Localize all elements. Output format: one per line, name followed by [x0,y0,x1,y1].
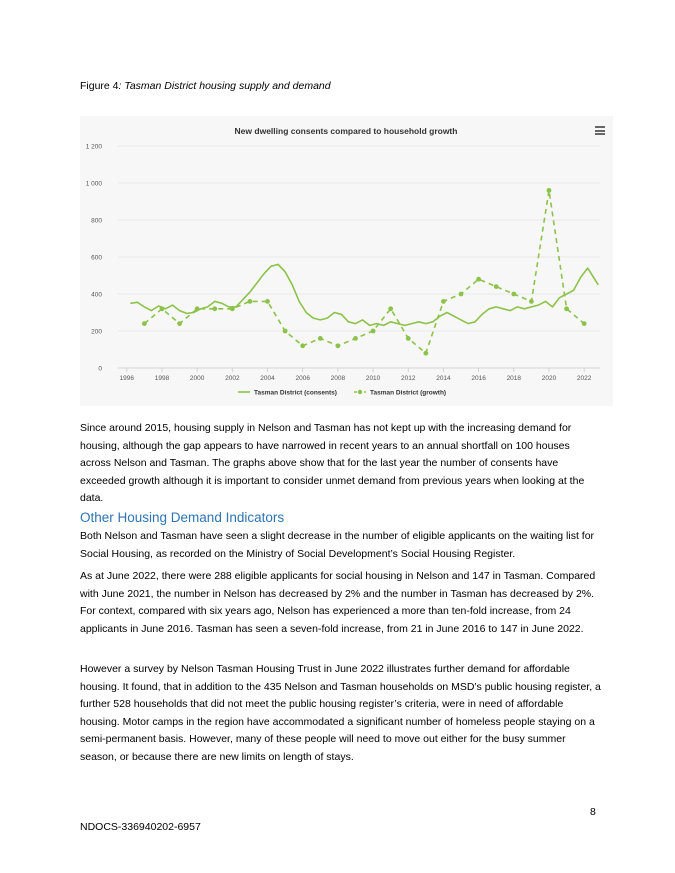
legend-item: Tasman District (consents) [254,389,337,397]
data-point [529,299,534,304]
data-point [142,321,147,326]
section-heading: Other Housing Demand Indicators [80,510,285,525]
x-tick-label: 1996 [119,375,135,382]
data-point [423,351,428,356]
paragraph-social-housing: Both Nelson and Tasman have seen a slight decrease in the number of eligible applicants on the waiting list for Social Housing, as recorded on the Ministry of Social Development’s Social Housing Register. [80,530,595,560]
paragraph-applicants: As at June 2022, there were 288 eligible applicants for social housing in Nelson and 147 in Tasman. Compared with June 2021, the number in Nelson has decreased by 2% and the number in Tasman has decreased by 2%. For context, compared with six years ago, Nelson has experienced a more than ten-fold increase, from 24 applicants in June 2016. Tasman has seen a seven-fold increase, from 21 in June 2016 to 147 in June 2022. [80,570,596,635]
data-point [353,336,358,341]
data-point [318,336,323,341]
figure-title: : Tasman District housing supply and demand [118,80,331,92]
data-point [160,306,165,311]
chart-menu-icon[interactable] [595,126,605,135]
y-tick-label: 600 [91,254,102,262]
x-tick-label: 2004 [260,375,275,382]
document-id: NDOCS-336940202-6957 [80,821,201,833]
data-point [388,306,393,311]
line-chart [80,116,613,406]
series-line-consents [130,264,598,325]
y-tick-label: 800 [91,217,102,225]
data-point [248,299,253,304]
chart-container [80,116,613,406]
data-point [406,336,411,341]
data-point [564,306,569,311]
data-point [283,329,288,334]
data-point [511,292,516,297]
x-tick-label: 2008 [330,375,346,382]
series-line-growth [144,190,584,353]
data-point [371,329,376,334]
data-point [441,299,446,304]
y-tick-label: 1 200 [85,143,102,151]
chart-title: New dwelling consents compared to household growth [234,126,458,136]
x-tick-label: 2002 [225,375,240,382]
x-tick-label: 2010 [365,375,381,382]
x-tick-label: 2012 [401,375,416,382]
x-tick-label: 2016 [471,375,486,382]
y-tick-label: 200 [91,328,102,336]
data-point [547,188,552,193]
x-tick-label: 2006 [295,375,310,382]
figure-caption [80,80,331,92]
x-tick-label: 2014 [436,375,451,382]
y-tick-label: 400 [91,291,102,299]
x-tick-label: 2000 [189,375,205,382]
data-point [476,277,481,282]
data-point [582,321,587,326]
data-point [300,343,305,348]
paragraph-survey: However a survey by Nelson Tasman Housing Trust in June 2022 illustrates further demand for affordable housing. It found, that in addition to the 435 Nelson and Tasman households on MSD’s public housing register, a further 528 households that did not meet the public housing register’s criteria, were in need of affordable housing. Motor camps in the region have accommodated a significant number of homeless people staying on a semi-permanent basis. However, many of these people will need to move out either for the busy summer season, or because there are new limits on length of stays. [80,663,601,763]
legend-item: Tasman District (growth) [370,389,447,397]
data-point [494,284,499,289]
data-point [230,306,235,311]
y-tick-label: 1 000 [85,180,102,188]
data-point [212,306,217,311]
x-tick-label: 1998 [154,375,170,382]
data-point [195,306,200,311]
page-number: 8 [590,806,596,818]
data-point [177,321,182,326]
paragraph-supply: Since around 2015, housing supply in Nelson and Tasman has not kept up with the increasing demand for housing, although the gap appears to have narrowed in recent years to an annual shortfall on 100 houses across Nelson and Tasman. The graphs above show that for the last year the number of consents have exceeded growth although it is important to consider unmet demand from previous years when looking at the data. [80,422,585,505]
y-tick-label: 0 [98,365,102,373]
legend-marker [358,390,362,394]
data-point [335,343,340,348]
figure-label: Figure 4 [80,80,119,92]
x-tick-label: 2018 [506,375,522,382]
data-point [459,292,464,297]
x-tick-label: 2020 [541,375,557,382]
x-tick-label: 2022 [576,375,592,382]
data-point [265,299,270,304]
